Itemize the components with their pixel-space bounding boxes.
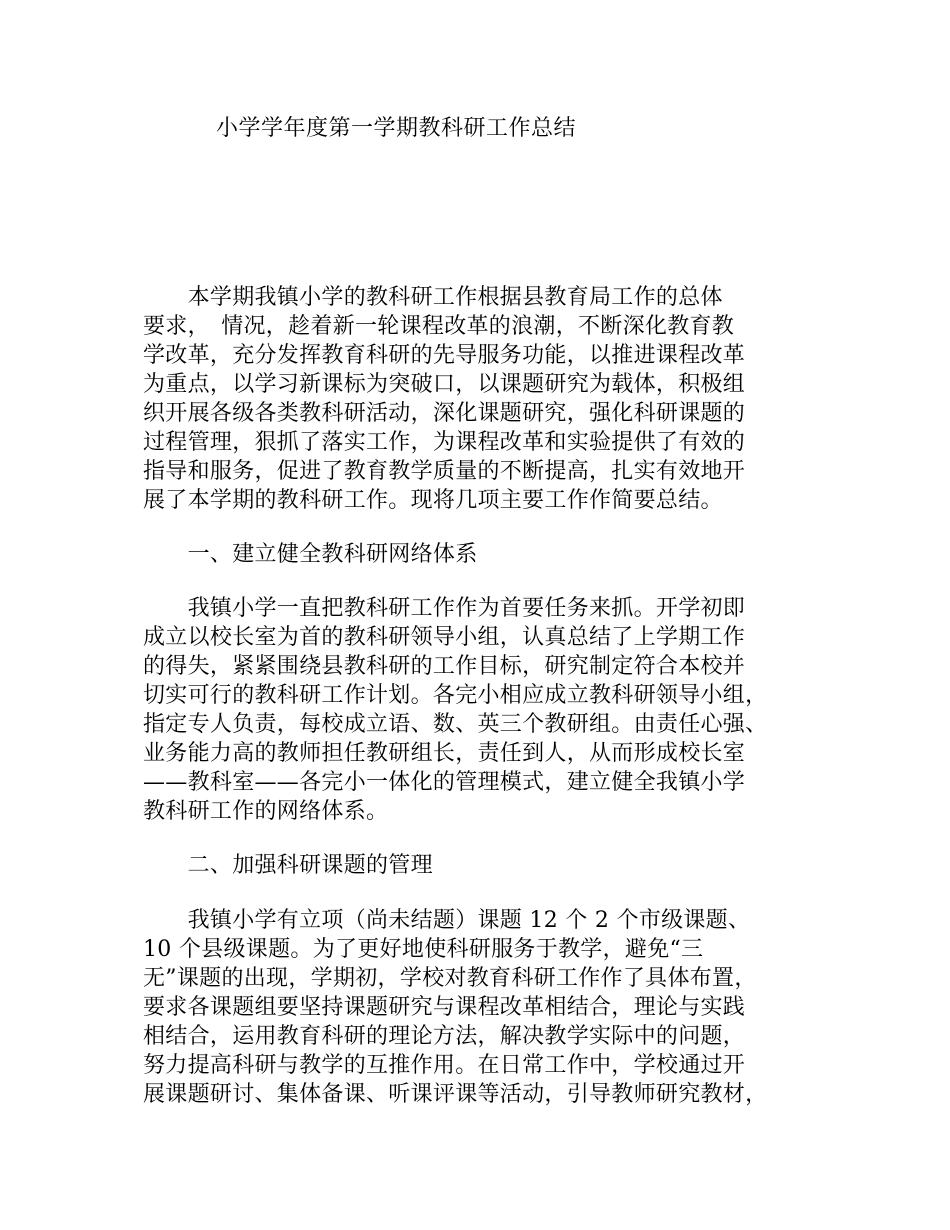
section1-line-7: ——教科室——各完小一体化的管理模式，建立健全我镇小学 xyxy=(143,770,746,795)
intro-line-1: 本学期我镇小学的教科研工作根据县教育局工作的总体 xyxy=(143,285,723,310)
section-heading-2: 二、加强科研课题的管理 xyxy=(143,853,433,878)
section1-line-8: 教科研工作的网络体系。 xyxy=(143,799,389,824)
intro-line-8: 展了本学期的教科研工作。现将几项主要工作作简要总结。 xyxy=(143,488,723,513)
intro-line-5: 织开展各级各类教科研活动，深化课题研究，强化科研课题的 xyxy=(143,401,746,426)
section2-line-6: 努力提高科研与教学的互推作用。在日常工作中，学校通过开 xyxy=(143,1053,746,1078)
section2-line-2: 10 个县级课题。为了更好地使科研服务于教学，避免“三 xyxy=(143,937,704,962)
section2-line-1: 我镇小学有立项（尚未结题）课题 12 个 2 个市级课题、 xyxy=(143,908,751,933)
intro-line-4: 为重点，以学习新课标为突破口，以课题研究为载体，积极组 xyxy=(143,372,746,397)
section1-line-5: 指定专人负责，每校成立语、数、英三个教研组。由责任心强、 xyxy=(143,712,768,737)
section1-line-4: 切实可行的教科研工作计划。各完小相应成立教科研领导小组， xyxy=(143,683,768,708)
intro-line-7: 指导和服务，促进了教育教学质量的不断提高，扎实有效地开 xyxy=(143,459,746,484)
section2-line-5: 相结合，运用教育科研的理论方法，解决教学实际中的问题， xyxy=(143,1024,746,1049)
intro-line-3: 学改革，充分发挥教育科研的先导服务功能，以推进课程改革 xyxy=(143,343,746,368)
section1-line-6: 业务能力高的教师担任教研组长，责任到人，从而形成校长室 xyxy=(143,741,746,766)
section1-line-1: 我镇小学一直把教科研工作作为首要任务来抓。开学初即 xyxy=(143,596,746,621)
section1-line-2: 成立以校长室为首的教科研领导小组，认真总结了上学期工作 xyxy=(143,625,746,650)
section2-line-3: 无”课题的出现，学期初，学校对教育科研工作作了具体布置， xyxy=(143,966,757,991)
document-title: 小学学年度第一学期教科研工作总结 xyxy=(216,116,577,141)
section2-line-7: 展课题研讨、集体备课、听课评课等活动，引导教师研究教材， xyxy=(143,1082,768,1107)
intro-line-6: 过程管理，狠抓了落实工作，为课程改革和实验提供了有效的 xyxy=(143,430,746,455)
section-heading-1: 一、建立健全教科研网络体系 xyxy=(143,542,478,567)
section1-line-3: 的得失，紧紧围绕县教科研的工作目标，研究制定符合本校并 xyxy=(143,654,746,679)
intro-line-2: 要求， 情况，趁着新一轮课程改革的浪潮，不断深化教育教 xyxy=(143,314,735,339)
section2-line-4: 要求各课题组要坚持课题研究与课程改革相结合，理论与实践 xyxy=(143,995,746,1020)
